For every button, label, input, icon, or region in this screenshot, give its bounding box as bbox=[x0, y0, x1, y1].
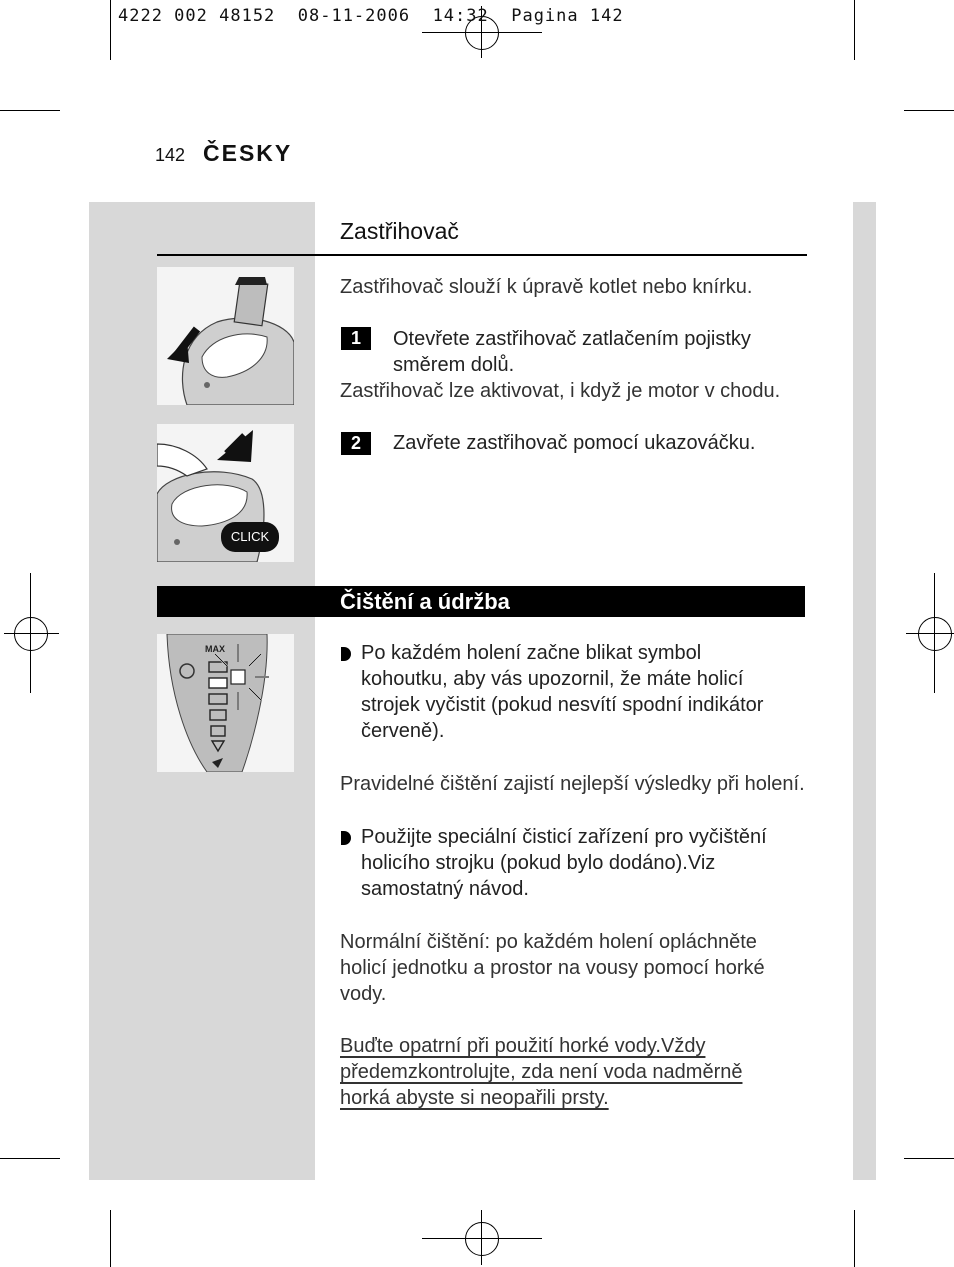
step-number-1: 1 bbox=[341, 327, 371, 350]
shaver-display-illustration bbox=[157, 634, 294, 772]
section-rule bbox=[157, 254, 807, 256]
step-2-line-1: Zavřete zastřihovač pomocí ukazováčku. bbox=[393, 432, 756, 454]
paragraph-2-line-1: Normální čištění: po každém holení opláchněte bbox=[340, 931, 757, 953]
trimmer-intro: Zastřihovač slouží k úpravě kotlet nebo knírku. bbox=[340, 276, 753, 298]
right-column-background bbox=[853, 202, 876, 1180]
step-1-line-1: Otevřete zastřihovač zatlačením pojistky bbox=[393, 328, 751, 350]
warning-line-3: horká abyste si neopařili prsty. bbox=[340, 1087, 609, 1109]
crop-mark bbox=[904, 1158, 954, 1159]
paragraph-2-line-2: holicí jednotku a prostor na vousy pomocí horké bbox=[340, 957, 765, 979]
shaver-trimmer-open-illustration bbox=[157, 267, 294, 405]
bullet-1-line-2: kohoutku, aby vás upozornil, že máte holicí bbox=[361, 668, 744, 690]
paragraph-2-line-3: vody. bbox=[340, 983, 387, 1005]
crop-mark bbox=[0, 1158, 60, 1159]
bullet-marker bbox=[341, 831, 351, 845]
section-title-cleaning: Čištění a údržba bbox=[340, 589, 510, 614]
bullet-1-line-3: strojek vyčistit (pokud nesvítí spodní indikátor bbox=[361, 694, 764, 716]
crop-mark bbox=[0, 110, 60, 111]
crop-mark bbox=[854, 0, 855, 60]
figure-cleaning-indicator bbox=[157, 634, 294, 772]
step-number-2: 2 bbox=[341, 432, 371, 455]
click-label: CLICK bbox=[230, 529, 270, 544]
bullet-2-line-2: holicího strojku (pokud bylo dodáno).Viz bbox=[361, 852, 716, 874]
crop-mark bbox=[854, 1210, 855, 1267]
bullet-1-line-1: Po každém holení začne blikat symbol bbox=[361, 642, 702, 664]
warning-line-1: Buďte opatrní při použití horké vody.Vždy bbox=[340, 1035, 706, 1057]
bullet-1-line-4: červeně). bbox=[361, 720, 445, 742]
bullet-marker bbox=[341, 647, 351, 661]
paragraph-1: Pravidelné čištění zajistí nejlepší výsledky při holení. bbox=[340, 773, 805, 795]
crop-mark bbox=[904, 110, 954, 111]
figure-trimmer-close bbox=[157, 424, 294, 562]
crop-mark bbox=[110, 0, 111, 60]
print-slug: 4222 002 48152 08-11-2006 14:32 Pagina 142 bbox=[118, 6, 624, 26]
section-title-trimmer: Zastřihovač bbox=[340, 218, 459, 244]
step-1-line-2: směrem dolů. bbox=[393, 354, 515, 376]
trimmer-note: Zastřihovač lze aktivovat, i když je motor v chodu. bbox=[340, 380, 781, 402]
figure-trimmer-open bbox=[157, 267, 294, 405]
page-language: ČESKY bbox=[203, 140, 293, 166]
page-number: 142 bbox=[155, 145, 186, 165]
bullet-2-line-1: Použijte speciální čisticí zařízení pro vyčištění bbox=[361, 826, 767, 848]
crop-mark bbox=[110, 1210, 111, 1267]
bullet-2-line-3: samostatný návod. bbox=[361, 878, 529, 900]
warning-line-2: předemzkontrolujte, zda není voda nadměrně bbox=[340, 1061, 743, 1083]
max-label: MAX bbox=[205, 644, 225, 654]
